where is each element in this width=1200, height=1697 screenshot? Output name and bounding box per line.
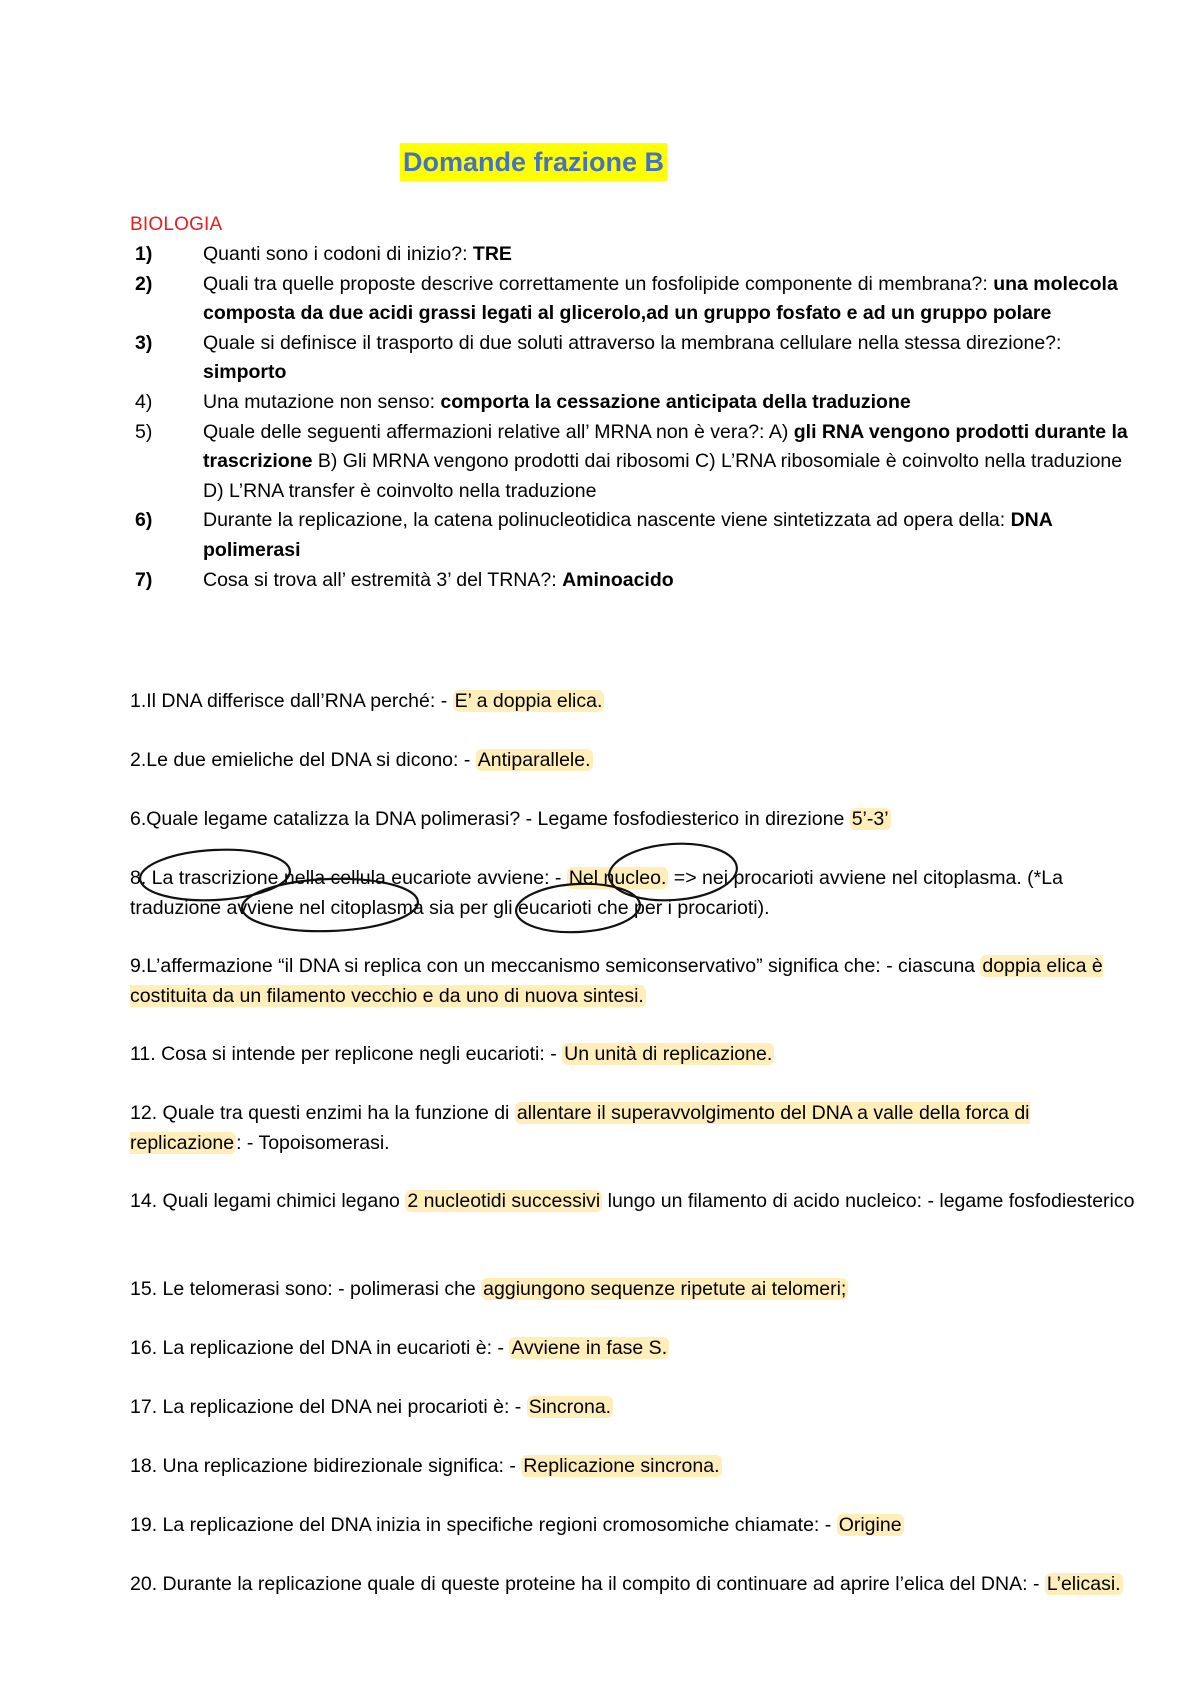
qa-answer-highlight: Replicazione sincrona. [523,1455,720,1477]
qa-item-15 [130,1275,1140,1305]
qa-answer-highlight: Origine [838,1514,902,1536]
item-number: 3) [135,331,153,354]
qa-item-8 [130,864,1140,923]
question-text: Quale si definisce il trasporto di due soluti attraverso la membrana cellulare nella stessa direzione?: [203,331,1062,354]
list-item [130,329,1140,388]
item-number: 6) [135,509,153,532]
item-number: 7) [135,568,153,591]
qa-question: 2.Le due emieliche del DNA si dicono: - [130,749,476,771]
list-item [130,566,1140,596]
qa-item-12 [130,1099,1140,1158]
qa-tail: : - Topoisomerasi. [236,1131,390,1154]
qa-question: 17. La replicazione del DNA nei procarioti è: - [130,1396,527,1418]
qa-item-20 [130,1570,1140,1600]
numbered-question-list [130,240,1140,595]
qa-question: 8. La trascrizione nella cellula eucariote avviene: - [130,867,567,889]
question-text: Quali tra quelle proposte descrive correttamente un fosfolipide componente di membrana?: [203,272,994,295]
qa-item-17 [130,1393,1140,1423]
qa-answer-highlight: doppia elica è costituita da un filamento vecchio e da uno di nuova sintesi. [130,955,1103,1007]
qa-answer-highlight: 2 nucleotidi successivi [407,1190,601,1212]
page-title: Domande frazione B [400,143,667,181]
qa-item-6 [130,805,1140,835]
qa-answer-highlight: Avviene in fase S. [511,1337,668,1359]
qa-item-1 [130,687,1140,717]
list-item [130,388,1140,418]
qa-answer-highlight: Nel nucleo. [568,867,667,889]
item-number: 5) [135,420,153,443]
question-text: Una mutazione non senso: [203,390,441,413]
section-label-biologia: BIOLOGIA [130,214,223,235]
qa-answer-highlight: Un unità di replicazione. [564,1043,773,1065]
item-number: 1) [135,243,153,265]
qa-item-9 [130,952,1140,1011]
answer-text: gli RNA vengono prodotti durante la trascrizione [203,420,1128,473]
qa-answer-highlight: E’ a doppia elica. [454,690,603,712]
answer-text: una molecola composta da due acidi grassi legati al glicerolo,ad un gruppo fosfato e ad un gruppo polare [203,272,1118,325]
qa-question: 19. La replicazione del DNA inizia in specifiche regioni cromosomiche chiamate: - [130,1514,837,1536]
qa-answer-highlight: 5’-3’ [851,808,889,830]
list-item [130,270,1140,329]
question-text: Durante la replicazione, la catena polinucleotidica nascente viene sintetizzata ad opera della: [203,509,1011,532]
question-text: Quanti sono i codoni di inizio?: [203,243,473,265]
item-number: 4) [135,390,153,413]
answer-text: simporto [203,361,287,384]
qa-answer-highlight: aggiungono sequenze ripetute ai telomeri; [483,1278,847,1300]
qa-question: 6.Quale legame catalizza la DNA polimerasi? - Legame fosfodiesterico in direzione [130,808,850,830]
qa-question: 1.Il DNA differisce dall’RNA perché: - [130,690,453,712]
qa-question: 12. Quale tra questi enzimi ha la funzione di [130,1102,515,1124]
question-text: Quale delle seguenti affermazioni relative all’ MRNA non è vera?: A) [203,420,794,443]
qa-question: 16. La replicazione del DNA in eucarioti è: - [130,1337,510,1359]
qa-item-19 [130,1511,1140,1541]
qa-item-18 [130,1452,1140,1482]
qa-question: 14. Quali legami chimici legano [130,1190,406,1212]
list-item [130,506,1140,565]
list-item [130,240,1140,270]
qa-question: 11. Cosa si intende per replicone negli eucarioti: - [130,1043,563,1065]
qa-answer-highlight: L’elicasi. [1046,1573,1121,1595]
answer-text: Aminoacido [562,568,674,591]
qa-item-11 [130,1040,1140,1070]
list-item [130,418,1140,507]
question-text: Cosa si trova all’ estremità 3’ del TRNA?: [203,568,563,591]
qa-answer-highlight: allentare il superavvolgimento del DNA a valle della forca di replicazione [130,1102,1030,1154]
qa-question: 18. Una replicazione bidirezionale significa: - [130,1455,522,1477]
qa-question: 20. Durante la replicazione quale di queste proteine ha il compito di continuare ad aprire l’elica del DNA: - [130,1573,1045,1595]
qa-tail: => nei procarioti avviene nel citoplasma. (*La traduzione avviene nel citoplasma sia per gli eucarioti che per i procarioti). [130,867,1063,919]
answer-text: comporta la cessazione anticipata della traduzione [440,390,911,413]
answer-text: TRE [472,243,512,265]
question-tail: B) Gli MRNA vengono prodotti dai ribosomi C) L’RNA ribosomiale è coinvolto nella traduzione D) L’RNA transfer è coinvolto nella traduzione [203,450,1123,502]
qa-question: 15. Le telomerasi sono: - polimerasi che [130,1278,482,1300]
qa-tail: lungo un filamento di acido nucleico: - legame fosfodiesterico [602,1190,1135,1212]
qa-item-2 [130,746,1140,776]
answer-text: DNA polimerasi [203,509,1053,561]
qa-item-14 [130,1187,1140,1217]
qa-answer-highlight: Sincrona. [528,1396,612,1418]
item-number: 2) [135,272,153,295]
qa-answer-highlight: Antiparallele. [477,749,591,771]
qa-item-16 [130,1334,1140,1364]
qa-question: 9.L’affermazione “il DNA si replica con un meccanismo semiconservativo” significa che: - ciascuna [130,955,981,977]
